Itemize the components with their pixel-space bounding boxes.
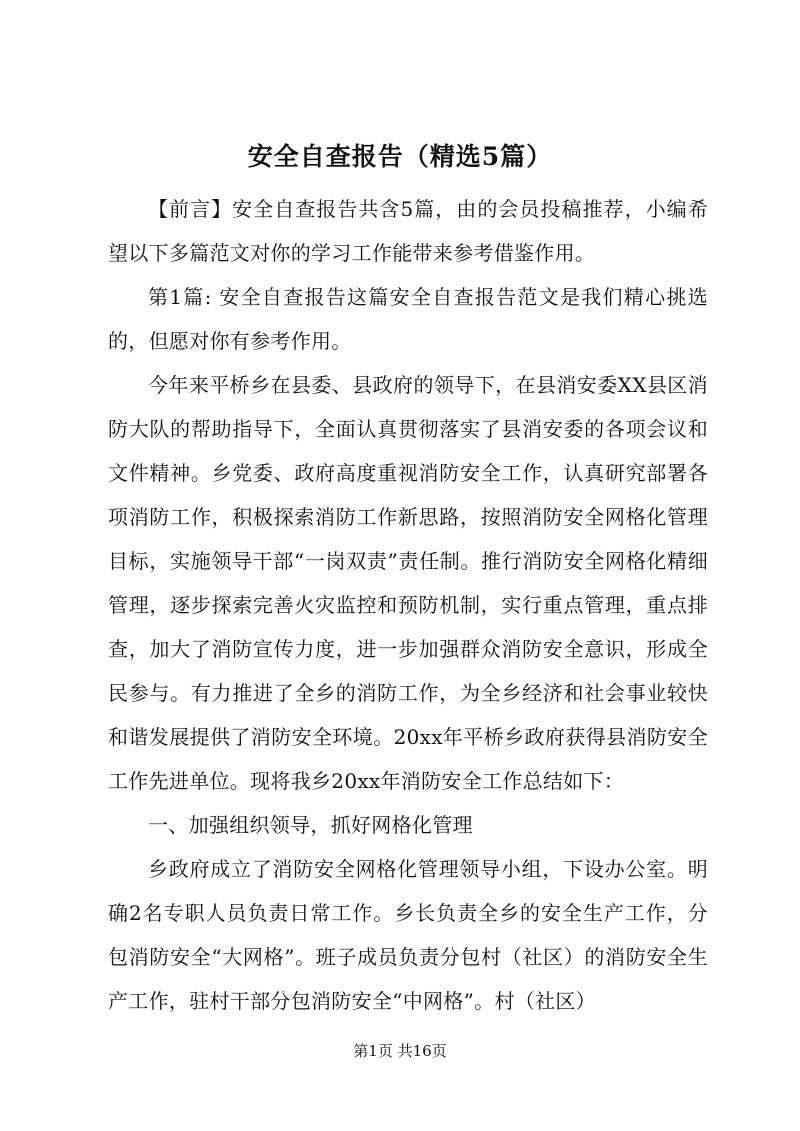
paragraph-chapter-intro: 第1篇: 安全自查报告这篇安全自查报告范文是我们精心挑选的，但愿对你有参考作用。 — [108, 285, 708, 353]
paragraph-section-content: 乡政府成立了消防安全网格化管理领导小组，下设办公室。明确2名专职人员负责日常工作。乡长负责全乡的安全生产工作，分包消防安全“大网格”。班子成员负责分包村（社区）的消防安全生产工作，驻村干部分包消防安全“中网格”。村（社区） — [108, 857, 708, 1013]
section-heading: 一、加强组织领导，抓好网格化管理 — [148, 813, 473, 837]
paragraph-main: 今年来平桥乡在县委、县政府的领导下，在县消安委XX县区消防大队的帮助指导下，全面认真贯彻落实了县消安委的各项会议和文件精神。乡党委、政府高度重视消防安全工作，认真研究部署各项消防工作，积极探索消防工作新思路，按照消防安全网格化管理目标，实施领导干部“一岗双责”责任制。推行消防安全网格化精细管理，逐步探索完善火灾监控和预防机制，实行重点管理，重点排查，加大了消防宣传力度，进一步加强群众消防安全意识，形成全民参与。有力推进了全乡的消防工作，为全乡经济和社会事业较快和谐发展提供了消防安全环境。20xx年平桥乡政府获得县消防安全工作先进单位。现将我乡20xx年消防安全工作总结如下： — [108, 373, 708, 793]
page-footer: 第1页 共16页 — [353, 1042, 447, 1060]
document-title: 安全自查报告（精选5篇） — [247, 142, 553, 171]
paragraph-preface: 【前言】安全自查报告共含5篇，由的会员投稿推荐，小编希望以下多篇范文对你的学习工作能带来参考借鉴作用。 — [108, 197, 708, 265]
document-body — [108, 187, 708, 1023]
